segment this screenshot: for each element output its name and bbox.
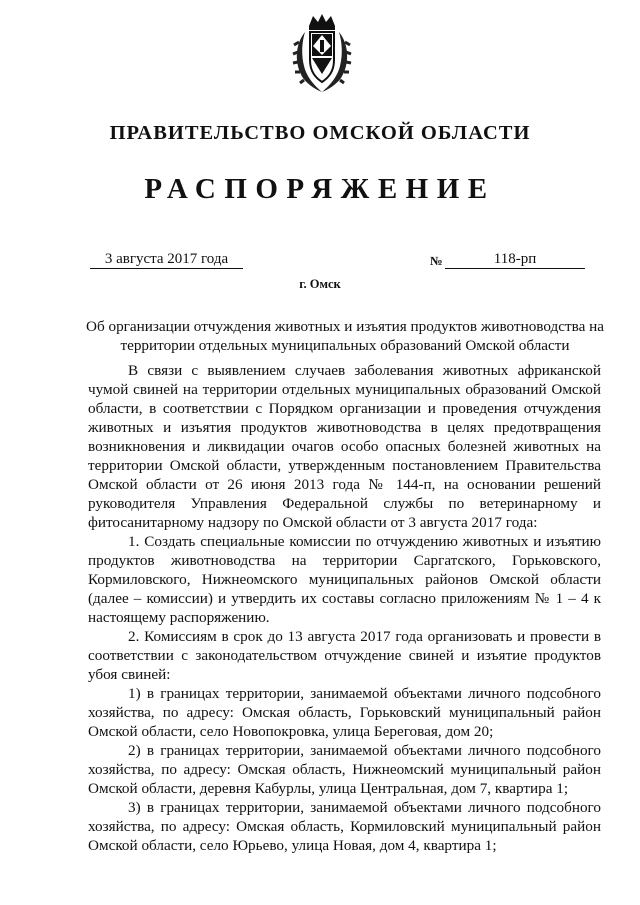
list-item-paragraph: 3) в границах территории, занимаемой объектами личного подсобного хозяйства, по адресу: Омская область, Кормиловский муниципальный район Омской области, село Юрьево, улица Новая, дом 4, квартира 1;: [88, 799, 601, 854]
coat-of-arms-emblem: [291, 12, 353, 94]
number-label: №: [430, 254, 443, 268]
document-type-title: РАСПОРЯЖЕНИЕ: [144, 173, 496, 205]
clause-paragraph: 2. Комиссиям в срок до 13 августа 2017 года организовать и провести в соответствии с законодательством отчуждение свиней и изъятие продуктов убоя свиней:: [88, 628, 601, 683]
document-number: 118-рп: [445, 250, 585, 269]
clause-paragraph: 1. Создать специальные комиссии по отчуждению животных и изъятию продуктов животноводства на территории Саргатского, Горьковского, Кормиловского, Нижнеомского муниципальных районов Омской области (далее – комиссии) и утвердить их составы согласно приложениям № 1 – 4 к настоящему распоряжению.: [88, 533, 601, 626]
document-body: [88, 361, 601, 855]
city-line: г. Омск: [299, 277, 341, 291]
list-item-paragraph: 1) в границах территории, занимаемой объектами личного подсобного хозяйства, по адресу: Омская область, Горьковский муниципальный район Омской области, село Новопокровка, улица Береговая, дом 20;: [88, 685, 601, 740]
government-title: ПРАВИТЕЛЬСТВО ОМСКОЙ ОБЛАСТИ: [109, 122, 531, 144]
document-date: 3 августа 2017 года: [90, 250, 243, 269]
list-item-paragraph: 2) в границах территории, занимаемой объектами личного подсобного хозяйства, по адресу: Омская область, Нижнеомский муниципальный район Омской области, деревня Кабурлы, улица Центральная, дом 7, квартира 1;: [88, 742, 601, 797]
preamble-paragraph: В связи с выявлением случаев заболевания животных африканской чумой свиней на территории отдельных муниципальных образований Омской области, в соответствии с Порядком организации и проведения отчуждения животных и изъятия продуктов животноводства в целях предотвращения возникновения и ликвидации очагов особо опасных болезней животных на территории Омской области, утвержденным постановлением Правительства Омской области от 26 июня 2013 года № 144-п, на основании решений руководителя Управления Федеральной службы по ветеринарному и фитосанитарному надзору по Омской области от 3 августа 2017 года:: [88, 362, 601, 531]
document-subject: Об организации отчуждения животных и изъятия продуктов животноводства на территории отдельных муниципальных образований Омской области: [85, 318, 605, 354]
